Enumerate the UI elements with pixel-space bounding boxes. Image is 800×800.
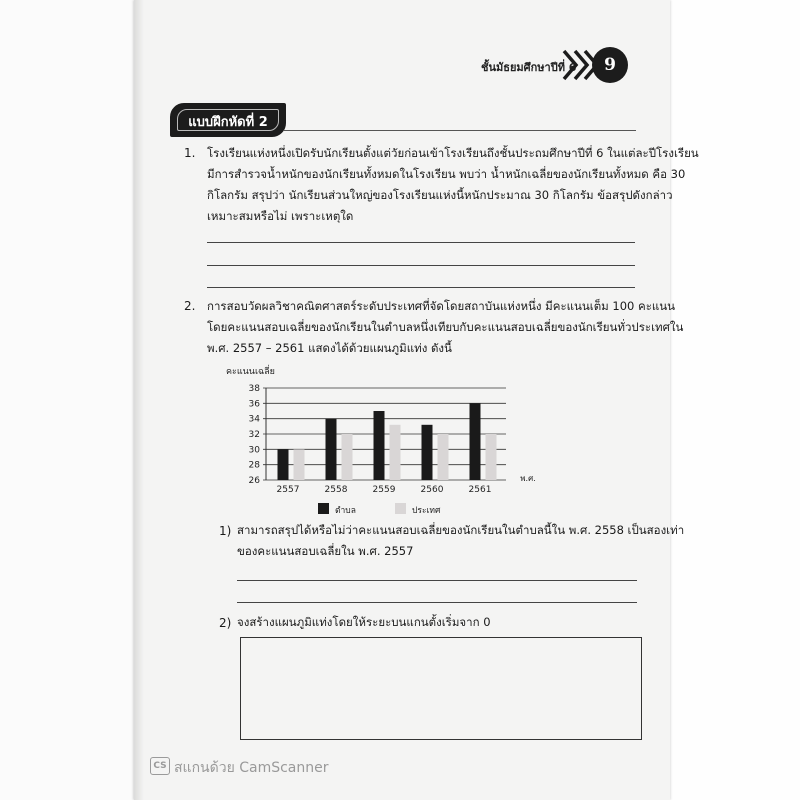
question-1-line: เหมาะสมหรือไม่ เพราะเหตุใด (207, 209, 354, 223)
answer-line[interactable] (207, 287, 635, 288)
bar-country (390, 425, 401, 480)
chart-drawing-box[interactable] (240, 637, 642, 740)
x-tick-label: 2560 (420, 485, 444, 495)
bar-country (438, 434, 449, 480)
question-2-text (207, 296, 683, 359)
question-2-line: โดยคะแนนสอบเฉลี่ยของนักเรียนในตำบลหนึ่งเทียบกับคะแนนสอบเฉลี่ยของนักเรียนทั่วประเทศใน (207, 320, 684, 334)
bar-subdistrict (470, 403, 481, 480)
bar-subdistrict (278, 449, 289, 480)
x-tick-label: 2558 (324, 485, 348, 495)
chart-y-axis-label: คะแนนเฉลี่ย (226, 367, 275, 377)
question-1-text (207, 143, 699, 227)
question-2-line: การสอบวัดผลวิชาคณิตศาสตร์ระดับประเทศที่จัดโดยสถาบันแห่งหนึ่ง มีคะแนนเต็ม 100 คะแนน (207, 299, 676, 313)
x-tick-label: 2557 (276, 485, 300, 495)
subquestion-1-text (237, 520, 684, 562)
bar-subdistrict (422, 425, 433, 480)
subquestion-2-number: 2) (219, 616, 232, 630)
subquestion-1-line: ของคะแนนสอบเฉลี่ยใน พ.ศ. 2557 (237, 544, 414, 558)
page-binding-shadow (134, 0, 144, 800)
question-2-number: 2. (184, 299, 196, 313)
banner-underline (284, 130, 636, 131)
exercise-title: แบบฝึกหัดที่ 2 (188, 115, 268, 130)
y-tick-label: 38 (248, 384, 260, 394)
page-number: 9 (592, 47, 628, 83)
bar-subdistrict (374, 411, 385, 480)
question-2-line: พ.ศ. 2557 – 2561 แสดงได้ด้วยแผนภูมิแท่ง ดังนี้ (207, 341, 452, 355)
background-right (670, 0, 800, 800)
chart-x-axis-label: พ.ศ. (520, 474, 536, 483)
subquestion-2-text (237, 612, 491, 633)
y-tick-label: 34 (248, 414, 260, 425)
bar-country (486, 434, 497, 480)
answer-line[interactable] (237, 580, 637, 581)
y-tick-label: 32 (248, 430, 260, 440)
bar-chart (216, 378, 546, 496)
legend-label-subdistrict: ตำบล (335, 506, 356, 516)
question-1-line: โรงเรียนแห่งหนึ่งเปิดรับนักเรียนตั้งแต่วัยก่อนเข้าโรงเรียนถึงชั้นประถมศึกษาปีที่ 6 ในแต่ละปีโรงเรียน (207, 146, 699, 160)
camscanner-logo-icon: CS (150, 757, 170, 775)
grade-label: ชั้นมัธยมศึกษาปีที่ 6 (481, 61, 577, 74)
answer-line[interactable] (207, 242, 635, 243)
question-1-number: 1. (184, 146, 196, 160)
answer-line[interactable] (237, 602, 637, 603)
y-tick-label: 36 (248, 399, 260, 410)
bar-subdistrict (326, 419, 337, 480)
subquestion-1-line: สามารถสรุปได้หรือไม่ว่าคะแนนสอบเฉลี่ยของนักเรียนในตำบลนี้ใน พ.ศ. 2558 เป็นสองเท่า (237, 523, 685, 537)
background-left (0, 0, 134, 800)
y-tick-label: 26 (248, 476, 260, 486)
bar-country (342, 434, 353, 480)
y-tick-label: 28 (248, 460, 260, 471)
question-1-line: มีการสำรวจน้ำหนักของนักเรียนทั้งหมดในโรงเรียน พบว่า น้ำหนักเฉลี่ยของนักเรียนทั้งหมด คือ 30 (207, 167, 686, 181)
answer-line[interactable] (207, 265, 635, 266)
legend-swatch-country (395, 503, 406, 514)
x-tick-label: 2561 (468, 485, 492, 495)
question-1-line: กิโลกรัม สรุปว่า นักเรียนส่วนใหญ่ของโรงเรียนแห่งนี้หนักประมาณ 30 กิโลกรัม ข้อสรุปดังกล่าว (207, 188, 673, 202)
legend-swatch-subdistrict (318, 503, 329, 514)
exercise-banner (170, 103, 286, 137)
x-tick-label: 2559 (372, 485, 396, 495)
y-tick-label: 30 (248, 445, 260, 456)
bar-country (294, 449, 305, 480)
subquestion-2-line: จงสร้างแผนภูมิแท่งโดยให้ระยะบนแกนตั้งเริ่มจาก 0 (237, 615, 491, 629)
scanner-watermark: สแกนด้วย CamScanner (174, 760, 329, 776)
subquestion-1-number: 1) (219, 524, 232, 538)
legend-label-country: ประเทศ (412, 506, 441, 516)
